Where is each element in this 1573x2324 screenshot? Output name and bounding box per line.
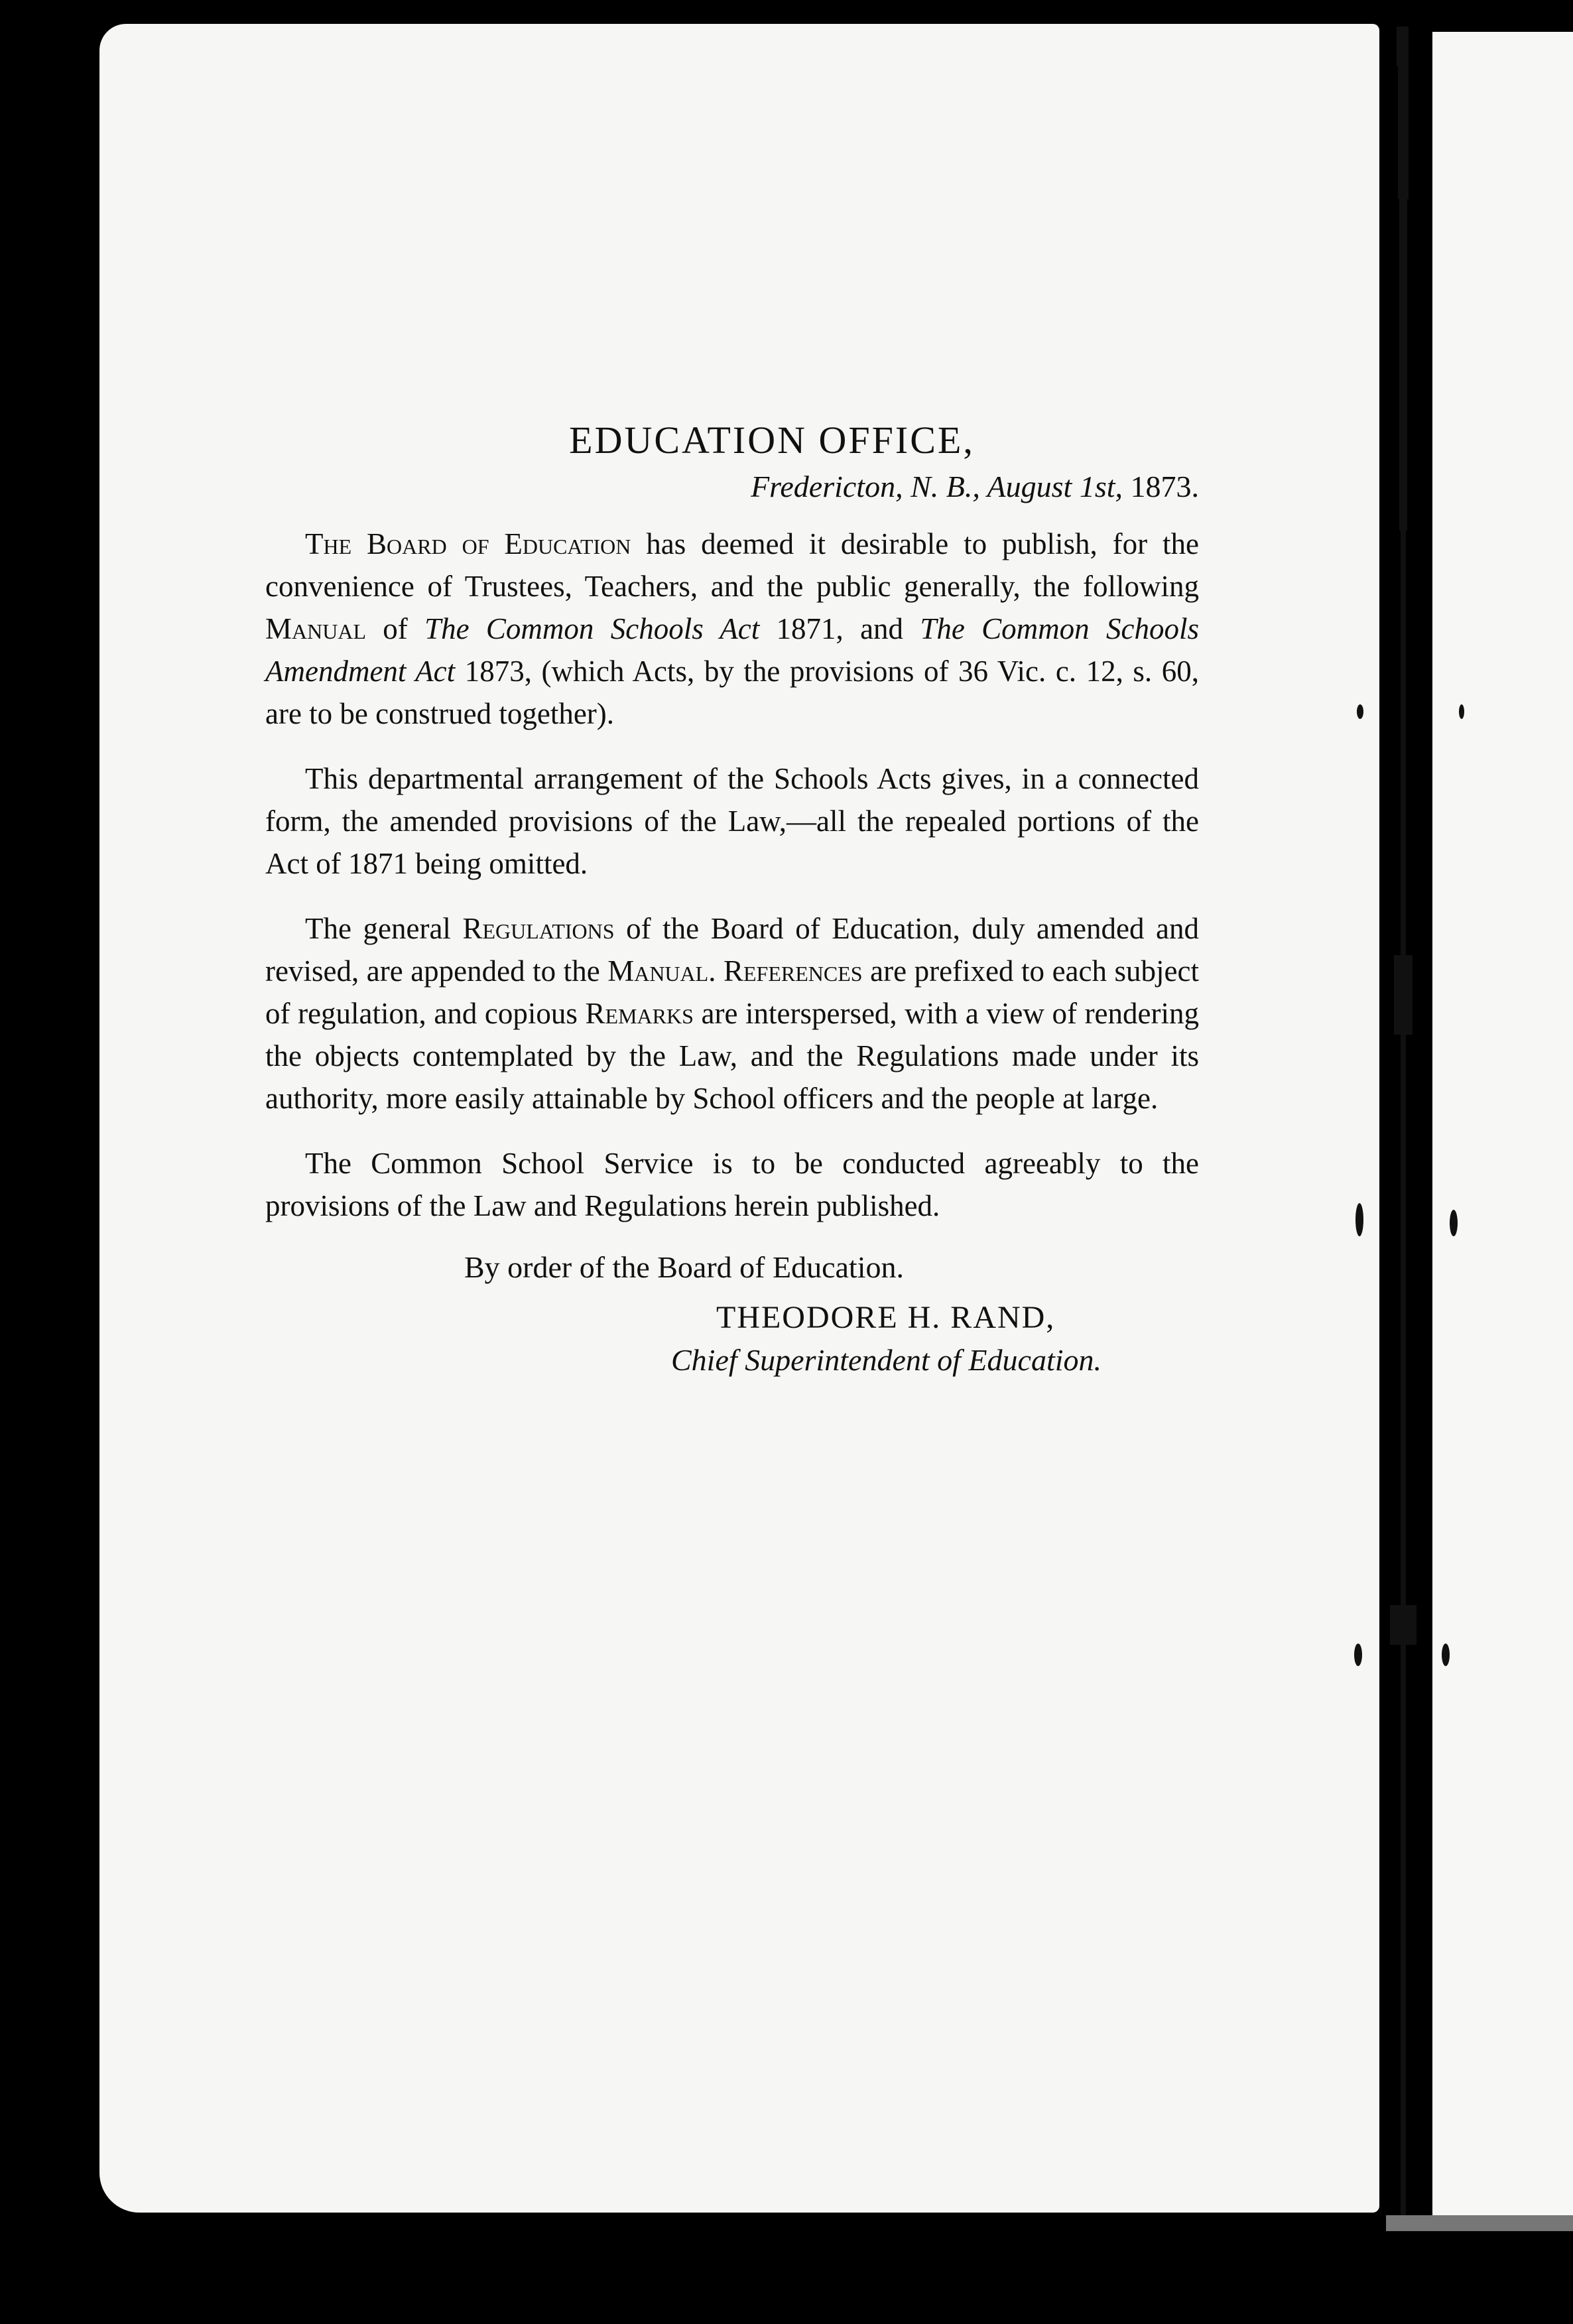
paragraph-text: are prefixed to each subject of regulation, and copious: [265, 954, 1200, 1030]
bottom-edge-strip: [1386, 2215, 1573, 2231]
manual-term: Manual.: [607, 954, 716, 988]
paragraph-text: The general: [305, 912, 463, 945]
spine-segment: [1394, 955, 1413, 1035]
paragraph-2: This departmental arrangement of the Schools Acts gives, in a connected form, the amended provisions of the Law,—all the repealed portions of the Act of 1871 being omitted.: [265, 762, 1199, 880]
dateline-year: 1873.: [1130, 470, 1199, 503]
signatory-title: Chief Superintendent of Education.: [671, 1343, 1102, 1377]
document-body: [265, 418, 1199, 1378]
binding-spine: [1390, 27, 1416, 2235]
spine-segment: [1401, 531, 1406, 955]
manual-term: Manual: [265, 612, 366, 645]
spine-segment: [1390, 1605, 1416, 1645]
act-title: The Common Schools Amendment Act: [265, 612, 1199, 688]
board-of-education: The Board of Education: [305, 527, 631, 560]
signatory-name: THEODORE H. RAND,: [716, 1300, 1056, 1335]
dateline-place: Fredericton, N. B., August 1st,: [751, 470, 1123, 503]
paragraph-text: are interspersed, with a view of rendering the objects contemplated by the Law, and the Regulations made under its authority, more easily attainable by School officers and the people at large.: [265, 997, 1199, 1115]
page-speck: [1442, 1644, 1450, 1666]
paragraph-1: [265, 523, 1199, 735]
paragraph-text: of: [366, 612, 425, 645]
page-speck: [1459, 704, 1464, 719]
spine-segment: [1397, 27, 1409, 66]
paragraph-text: has deemed it desirable to publish, for the convenience of Trustees, Teachers, and the public generally, the following: [265, 527, 1199, 603]
references-term: References: [724, 954, 863, 988]
paragraph-4: The Common School Service is to be conducted agreeably to the provisions of the Law and Regulations herein published.: [265, 1147, 1199, 1222]
page-speck: [1355, 1203, 1363, 1236]
facing-page-edge: [1432, 32, 1573, 2221]
page-speck: [1354, 1644, 1362, 1666]
regulations-term: Regulations: [462, 912, 615, 945]
order-line: By order of the Board of Education.: [464, 1250, 904, 1284]
dateline: [265, 469, 1199, 504]
remarks-term: Remarks: [585, 997, 694, 1030]
paragraph-3: [265, 907, 1199, 1120]
paragraph-text: of the Board of Education, duly amended and revised, are appended to the: [265, 912, 1199, 988]
spine-segment: [1401, 1645, 1406, 2228]
paragraph-text: [716, 954, 724, 988]
heading: EDUCATION OFFICE,: [569, 419, 975, 462]
paragraph-text: 1873, (which Acts, by the provisions of 36 Vic. c. 12, s. 60, are to be construed together).: [265, 655, 1199, 730]
page-speck: [1450, 1210, 1458, 1236]
spine-segment: [1399, 199, 1407, 531]
spine-segment: [1401, 1035, 1406, 1605]
spine-segment: [1398, 66, 1409, 199]
paragraph-text: 1871, and: [759, 612, 920, 645]
act-title: The Common Schools Act: [424, 612, 760, 645]
page-speck: [1357, 704, 1363, 719]
